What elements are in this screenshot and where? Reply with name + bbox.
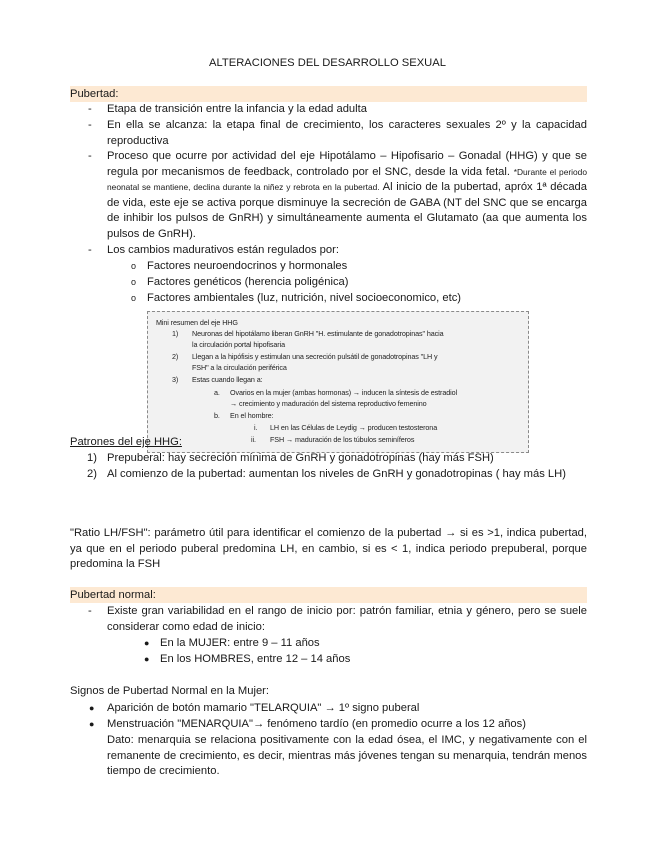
edad-mujer: En la MUJER: entre 9 – 11 años: [160, 637, 320, 649]
signo-telarquia: Aparición de botón mamario "TELARQUIA" → 1º signo puberal: [107, 702, 420, 714]
box-sub-b-text: En el hombre:: [230, 411, 274, 420]
box-num-3: 3): [172, 375, 179, 384]
box-sub-ii-text: FSH → maduración de los túbulos seminíferos: [270, 435, 415, 444]
box-sub-i-text: LH en las Células de Leydig → producen testosterona: [270, 423, 438, 432]
list-number: 1): [87, 452, 97, 464]
bullet-icon: ●: [144, 638, 150, 648]
list-number: 2): [87, 468, 97, 480]
factor-2: Factores genéticos (herencia poligénica): [147, 276, 349, 288]
box-num-1: 1): [172, 329, 179, 338]
box-sub-a-line-2: → crecimiento y maduración del sistema reproductivo femenino: [230, 399, 427, 408]
box-sub-a-line-1: Ovarios en la mujer (ambas hormonas) → inducen la síntesis de estradiol: [230, 388, 457, 397]
signos-heading: Signos de Pubertad Normal en la Mujer:: [70, 685, 269, 697]
bullet-icon: ●: [89, 703, 95, 713]
box-step-2-line-1: Llegan a la hipófisis y estimulan una secreción pulsátil de gonadotropinas "LH y: [192, 352, 438, 361]
hhg-summary-box: [147, 311, 529, 453]
bullet-icon: ●: [144, 654, 150, 664]
box-sub-a-label: a.: [214, 388, 220, 397]
box-sub-ii-label: ii.: [251, 435, 256, 444]
pubertad-heading: Pubertad:: [70, 86, 587, 102]
pubertad-item-3: [107, 149, 587, 243]
list-dash: -: [88, 605, 92, 617]
ratio-paragraph: "Ratio LH/FSH": parámetro útil para identificar el comienzo de la pubertad → si es >1, indica pubertad, ya que en el periodo puberal predomina LH, en cambio, si es < 1, indica periodo prepuberal, porque predomina la FSH: [70, 527, 587, 571]
box-sub-i-label: i.: [254, 423, 258, 432]
pubertad-normal-heading: Pubertad normal:: [70, 587, 587, 603]
item-3-continuation: Al inicio de la pubertad, apróx 1ª década de vida, este eje se activa porque disminuye la secreción de GABA (NT del SNC que se encarga de inhibir los pulsos de GnRH) y simultáneamente aumenta el Glutamato (aa que aumenta los pulsos de GnRH).: [107, 181, 587, 240]
bullet-icon: ●: [89, 719, 95, 729]
box-title: Mini resumen del eje HHG: [156, 318, 238, 327]
list-dash: -: [88, 119, 92, 131]
box-step-1-line-1: Neuronas del hipotálamo liberan GnRH "H. estimulante de gonadotropinas" hacia: [192, 329, 444, 338]
signo-menarquia: Menstruación "MENARQUIA"→ fenómeno tardío (en promedio ocurre a los 12 años): [107, 718, 526, 730]
circle-bullet: o: [131, 261, 137, 271]
box-step-2-line-2: FSH" a la circulación periférica: [192, 363, 287, 372]
circle-bullet: o: [131, 293, 137, 303]
circle-bullet: o: [131, 277, 137, 287]
box-num-2: 2): [172, 352, 179, 361]
pubertad-item-1: Etapa de transición entre la infancia y la edad adulta: [107, 103, 367, 115]
pubertad-item-4: Los cambios madurativos están regulados por:: [107, 244, 339, 256]
factor-1: Factores neuroendocrinos y hormonales: [147, 260, 348, 272]
edad-hombres: En los HOMBRES, entre 12 – 14 años: [160, 653, 351, 665]
patrones-heading: Patrones del eje HHG:: [70, 436, 182, 448]
factor-3: Factores ambientales (luz, nutrición, nivel socioeconomico, etc): [147, 292, 462, 304]
pubertad-item-2: En ella se alcanza: la etapa final de crecimiento, los caracteres sexuales 2º y la capacidad reproductiva: [107, 119, 587, 147]
item-3-main-text: Proceso que ocurre por actividad del eje Hipotálamo – Hipofisario – Gonadal (HHG) y que se regula por mecanismos de feedback, controlado por el SNC, desde la vida fetal.: [107, 150, 587, 178]
box-step-3: Estas cuando llegan a:: [192, 375, 263, 384]
box-step-1-line-2: la circulación portal hipofisaria: [192, 340, 285, 349]
list-dash: -: [88, 103, 92, 115]
document-title: ALTERACIONES DEL DESARROLLO SEXUAL: [209, 57, 446, 69]
patron-1: Prepuberal: hay secreción mínima de GnRH y gonadotropinas (hay más FSH): [107, 452, 494, 464]
box-sub-b-label: b.: [214, 411, 220, 420]
list-dash: -: [88, 244, 92, 256]
patron-2: Al comienzo de la pubertad: aumentan los niveles de GnRH y gonadotropinas ( hay más LH): [107, 468, 566, 480]
pubertad-normal-item: Existe gran variabilidad en el rango de inicio por: patrón familiar, etnia y género, pero se suele considerar como edad de inicio:: [107, 605, 587, 633]
dato-paragraph: Dato: menarquia se relaciona positivamente con la edad ósea, el IMC, y negativamente con el remanente de crecimiento, es decir, mientras más jóvenes tengan su menarquia, tendrán menos tiempo de crecimiento.: [107, 734, 587, 778]
item-3-small-note: *Durante el periodo neonatal se mantiene, declina durante la niñez y rebrota en la pubertad.: [107, 166, 587, 193]
list-dash: -: [88, 150, 92, 162]
